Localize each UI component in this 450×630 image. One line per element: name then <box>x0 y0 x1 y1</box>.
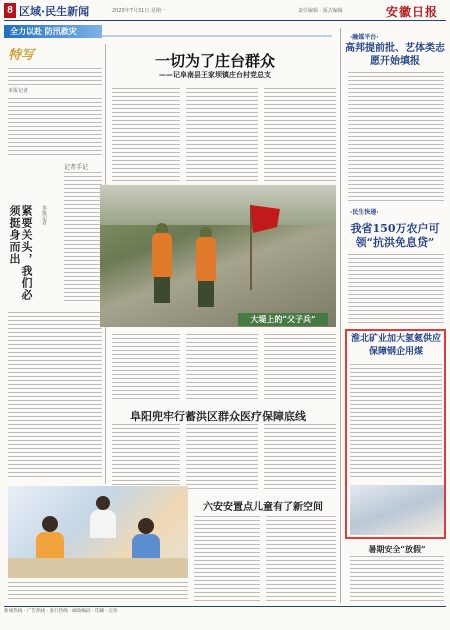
right-section-label: ·融媒平台· <box>350 34 379 41</box>
helmet <box>200 227 212 237</box>
third-headline: 六安安置点儿童有了新空间 <box>203 502 323 513</box>
worker-figure <box>196 237 216 281</box>
body-text-block <box>112 334 180 400</box>
body-text-block <box>112 88 180 182</box>
body-text-block <box>64 172 102 304</box>
worker-figure <box>152 233 172 277</box>
banner-bar <box>102 35 332 37</box>
body-text-block <box>112 424 180 490</box>
feature-stamp: 特写 <box>8 48 35 63</box>
child-head <box>42 516 58 532</box>
body-text-block <box>266 516 336 602</box>
right-headline-1: 高邦提前批、艺体类志愿开始填报 <box>345 43 445 67</box>
vertical-byline: 本报记者 <box>41 205 47 225</box>
vertical-headline-box <box>8 205 33 310</box>
body-text-block <box>350 556 444 602</box>
red-flag <box>250 205 280 245</box>
body-text-block <box>348 254 444 324</box>
body-text-block <box>348 72 444 202</box>
body-text-block <box>8 582 188 602</box>
helmet <box>156 223 168 233</box>
highlighted-article-title[interactable]: 淮北矿业加大氢氦供应保障钢企用煤 <box>350 334 441 357</box>
child-head <box>138 518 154 534</box>
body-text-block <box>186 424 258 490</box>
page-number: 8 <box>4 3 16 18</box>
page-header <box>0 0 450 22</box>
footer-rule <box>4 606 446 607</box>
article-photo <box>350 485 444 535</box>
worker-legs <box>154 277 170 303</box>
worker-legs <box>198 281 214 307</box>
byline: 本报记者 <box>8 88 29 94</box>
body-text-block <box>186 88 258 182</box>
children-photo <box>8 486 188 578</box>
topic-banner: 全力以赴 防汛救灾 <box>4 25 102 38</box>
right-section-label-2: ·民生快递· <box>350 209 379 216</box>
column-divider <box>340 28 341 603</box>
right-headline-3: 暑期安全“放假” <box>368 544 426 554</box>
body-text-block <box>264 88 336 182</box>
vertical-headline: 紧要关头，我们必须挺身而出 <box>8 205 33 301</box>
photo-sky <box>100 185 336 225</box>
header-rule <box>4 20 446 21</box>
footer-text: 新闻热线 · 广告热线 · 发行热线 · 邮政编码 · 印刷 · 定价 <box>4 609 118 614</box>
body-text-block <box>8 312 102 480</box>
child-shirt <box>90 510 116 538</box>
main-headline: 一切为了庄台群众 <box>154 52 275 70</box>
child-head <box>96 496 110 510</box>
right-headline-2: 我省150万农户可领“抗洪免息贷” <box>350 222 440 249</box>
secondary-headline: 阜阳兜牢行蓄洪区群众医疗保障底线 <box>130 410 306 423</box>
body-text-block <box>194 516 260 602</box>
body-text-block <box>8 98 102 158</box>
body-text-block <box>8 68 102 86</box>
photo-caption: 大堤上的“父子兵” <box>238 313 328 326</box>
flood-workers-photo <box>100 185 336 327</box>
section-name: 区域·民生新闻 <box>19 5 90 18</box>
body-text-block <box>264 334 336 400</box>
body-text-block <box>350 364 442 480</box>
mini-title: 记者手记 <box>64 164 89 171</box>
table <box>8 558 188 578</box>
main-subhead: ——记阜南县王家坝镇庄台村党总支 <box>159 71 271 79</box>
body-text-block <box>264 424 336 490</box>
header-meta: 责任编辑 · 版式编辑 <box>298 8 343 14</box>
date-line: 2023年7月31日 星期一 <box>112 8 166 14</box>
newspaper-brand: 安徽日报 <box>386 5 439 19</box>
body-text-block <box>186 334 258 400</box>
